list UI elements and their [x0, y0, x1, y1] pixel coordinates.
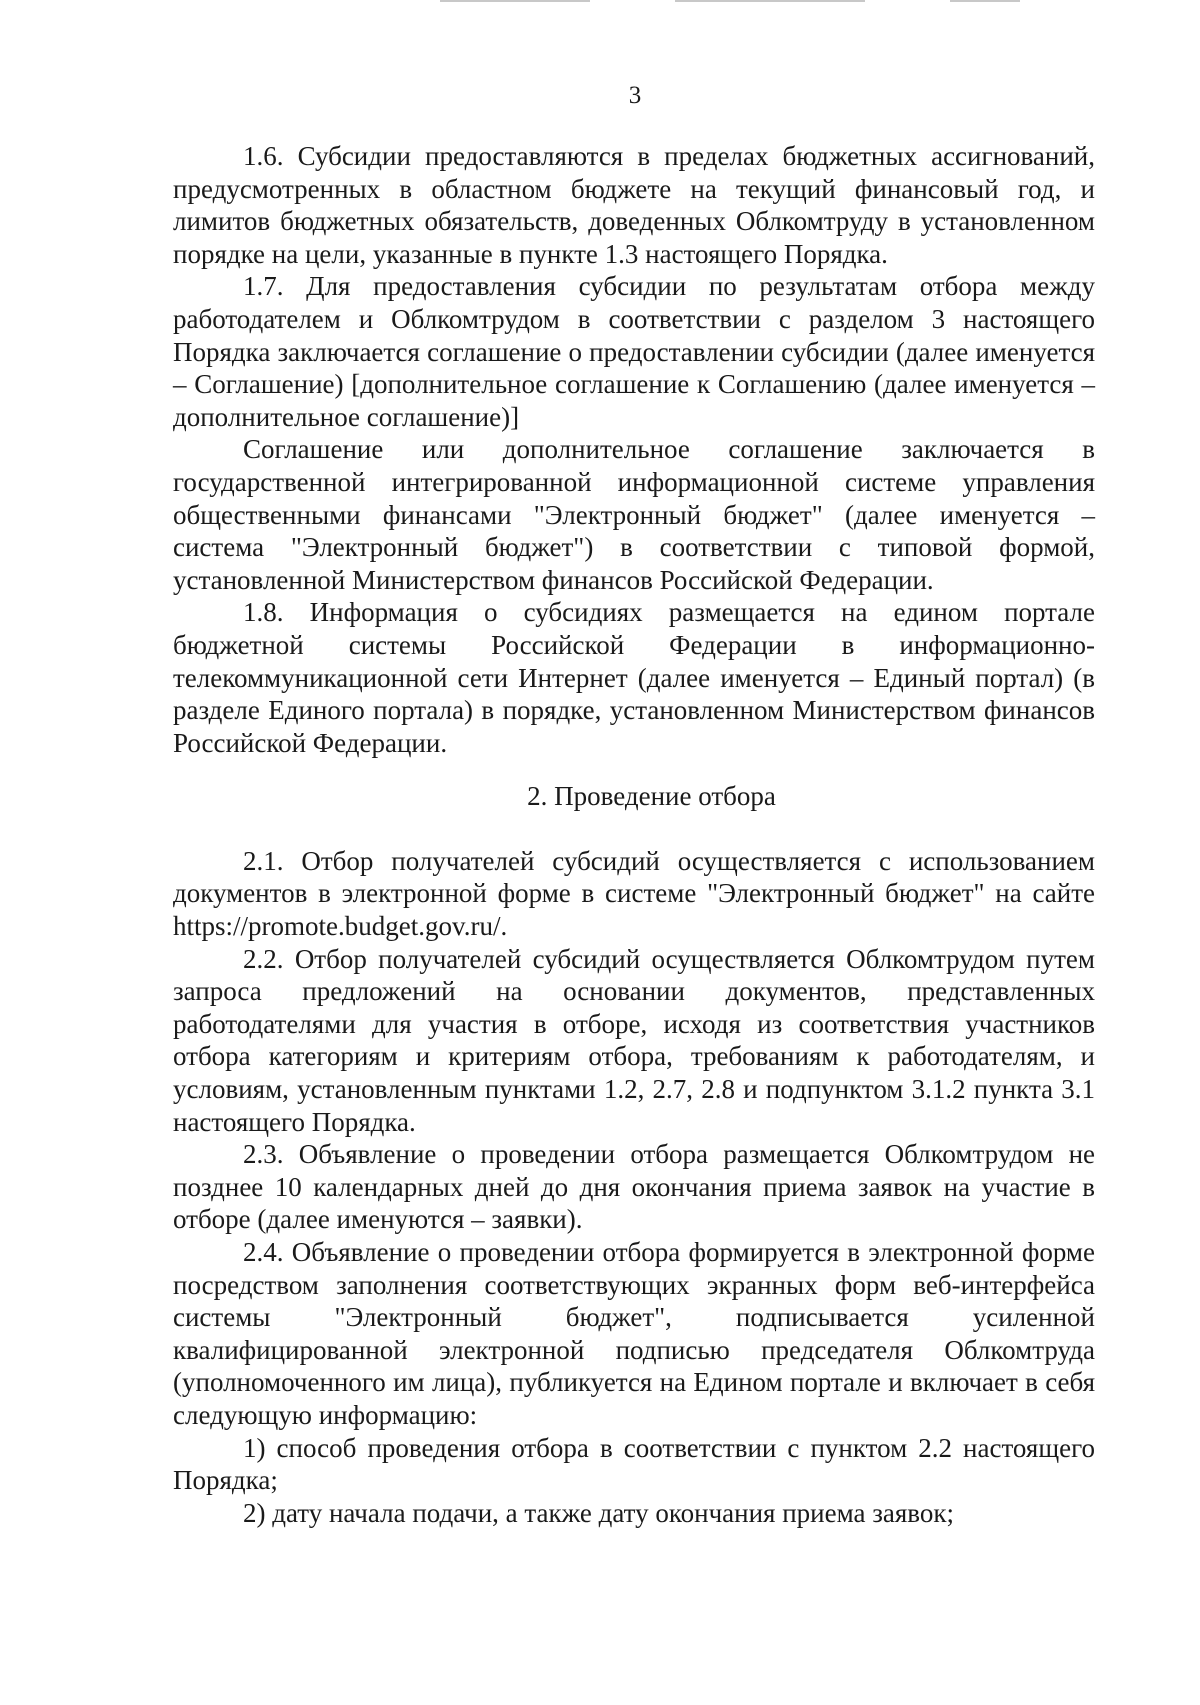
scan-edge-mark: [950, 0, 1020, 2]
list-item-2: 2) дату начала подачи, а также дату окончания приема заявок;: [243, 1497, 954, 1528]
paragraph-agreement: Соглашение или дополнительное соглашение заключается в государственной интегрированной информационной системе управления общественными финансами "Электронный бюджет" (далее именуется – система "Электронный бюджет") в соответствии с типовой формой, установленной Министерством финансов Российской Федерации.: [173, 434, 1095, 595]
paragraph-1-7: 1.7. Для предоставления субсидии по результатам отбора между работодателем и Облкомтрудом в соответствии с разделом 3 настоящего Порядка заключается соглашение о предоставлении субсидии (далее именуется – Соглашение) [дополнительное соглашение к Соглашению (далее именуется – дополнительное соглашение)]: [173, 271, 1095, 432]
page-number: 3: [628, 82, 642, 109]
scan-edge-mark: [440, 0, 590, 2]
paragraph-2-3: 2.3. Объявление о проведении отбора размещается Облкомтрудом не позднее 10 календарных дней до дня окончания приема заявок на участие в отборе (далее именуются – заявки).: [173, 1139, 1095, 1235]
paragraph-2-1: 2.1. Отбор получателей субсидий осуществляется с использованием документов в электронной форме в системе "Электронный бюджет" на сайте https://promote.budget.gov.ru/.: [173, 845, 1095, 942]
paragraph-2-2: 2.2. Отбор получателей субсидий осуществляется Облкомтрудом путем запроса предложений на основании документов, представленных работодателями для участия в отборе, исходя из соответствия участников отбора категориям и критериям отбора, требованиям к работодателям, и условиям, установленным пунктами 1.2, 2.7, 2.8 и подпунктом 3.1.2 пункта 3.1 настоящего Порядка.: [173, 943, 1095, 1137]
section-heading: 2. Проведение отбора: [527, 781, 776, 812]
paragraph-1-8: 1.8. Информация о субсидиях размещается на едином портале бюджетной системы Российской Федерации в информационно-телекоммуникационной сети Интернет (далее именуется – Единый портал) (в разделе Единого портала) в порядке, установленном Министерством финансов Российской Федерации.: [173, 597, 1095, 758]
document-body: [173, 140, 1095, 1529]
paragraph-2-4: 2.4. Объявление о проведении отбора формируется в электронной форме посредством заполнения соответствующих экранных форм веб-интерфейса системы "Электронный бюджет", подписывается усиленной квалифицированной электронной подписью председателя Облкомтруда (уполномоченного им лица), публикуется на Едином портале и включает в себя следующую информацию:: [173, 1237, 1095, 1430]
scan-edge-mark: [675, 0, 865, 2]
list-item-1: 1) способ проведения отбора в соответствии с пунктом 2.2 настоящего Порядка;: [173, 1432, 1095, 1496]
paragraph-1-6: 1.6. Субсидии предоставляются в пределах бюджетных ассигнований, предусмотренных в областном бюджете на текущий финансовый год, и лимитов бюджетных обязательств, доведенных Облкомтруду в установленном порядке на цели, указанные в пункте 1.3 настоящего Порядка.: [173, 141, 1095, 269]
